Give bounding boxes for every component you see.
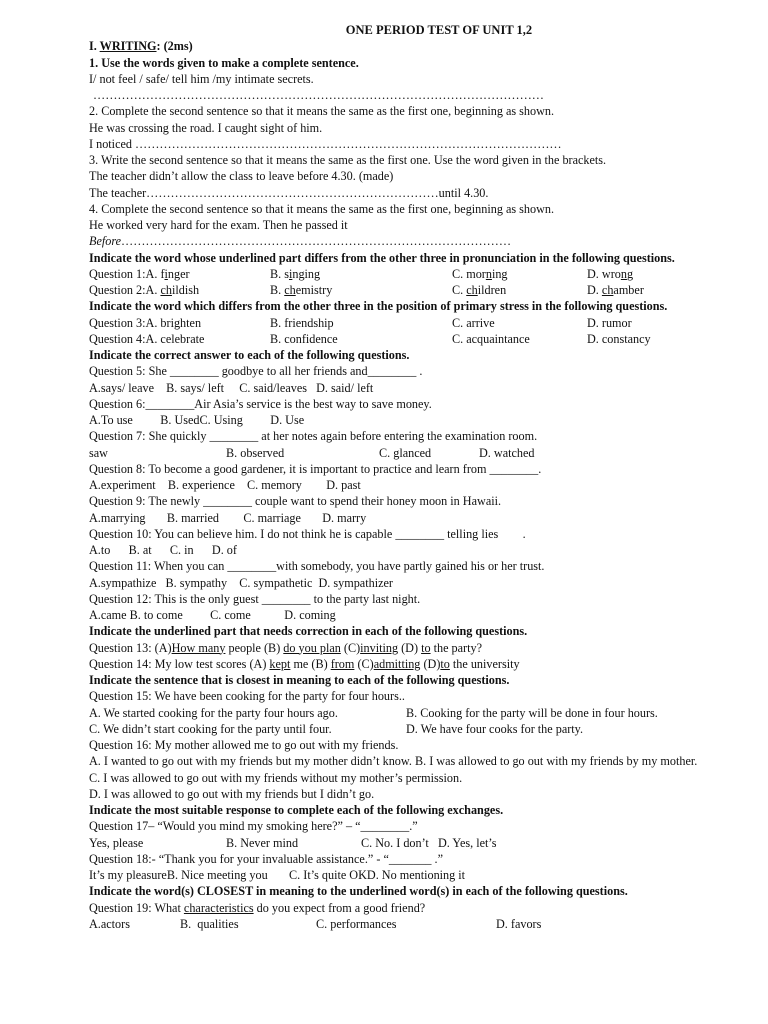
writing-q1-prompt: I/ not feel / safe/ tell him /my intimate secrets.: [89, 71, 314, 86]
writing-q2-prompt: He was crossing the road. I caught sight of him.: [89, 120, 323, 135]
writing-q4-prompt: He worked very hard for the exam. Then he passed it: [89, 218, 348, 232]
question-15-ab: A. We started cooking for the party four hours ago. B. Cooking for the party will be done in four hours.: [89, 705, 658, 720]
question-11-options: A.sympathize B. sympathy C. sympathetic D. sympathizer: [89, 575, 393, 590]
question-9-options: A.marrying B. married C. marriage D. marry: [89, 510, 367, 525]
question-1: Question 1:A. finger B. singing C. morning D. wrong: [89, 266, 634, 281]
question-18-options: It’s my pleasureB. Nice meeting you C. It’s quite OKD. No mentioning it: [89, 868, 466, 882]
question-12: Question 12: This is the only guest ________ to the party last night.: [89, 591, 421, 606]
question-10-options: A.to B. at C. in D. of: [89, 543, 237, 557]
writing-q4-start: Before: [89, 234, 122, 249]
question-7: Question 7: She quickly ________ at her notes again before entering the examination room.: [89, 429, 538, 444]
writing-q3-prompt: The teacher didn’t allow the class to leave before 4.30. (made): [89, 169, 394, 184]
question-2-option-b: B. chemistry: [270, 283, 333, 297]
question-6: Question 6:________Air Asia’s service is the best way to save money.: [89, 396, 432, 411]
question-16-ab: A. I wanted to go out with my friends but my mother didn’t know. B. I was allowed to go out with my friends by my mother.: [89, 754, 698, 769]
question-17-options: Yes, please B. Never mind C. No. I don’t D. Yes, let’s: [89, 835, 497, 850]
question-13: Question 13: (A)How many people (B) do you plan (C)inviting (D) to the party?: [89, 640, 482, 655]
question-8: Question 8: To become a good gardener, it is important to practice and learn from ________.: [89, 461, 542, 476]
grammar-heading: Indicate the correct answer to each of the following questions.: [89, 348, 410, 362]
exchanges-heading: Indicate the most suitable response to complete each of the following exchanges.: [89, 803, 504, 817]
question-5-options: A.says/ leave B. says/ left C. said/leaves D. said/ left: [89, 380, 374, 395]
question-9: Question 9: The newly ________ couple want to spend their honey moon in Hawaii.: [89, 494, 502, 509]
question-16-c: C. I was allowed to go out with my friends without my mother’s permission.: [89, 770, 463, 785]
question-6-options: A.To use B. UsedC. Using D. Use: [89, 413, 305, 427]
question-2-option-d: D. chamber: [587, 283, 644, 297]
writing-q4-title: 4. Complete the second sentence so that it means the same as the first one, beginning as shown.: [89, 201, 555, 216]
question-19: Question 19: What characteristics do you expect from a good friend?: [89, 900, 426, 915]
correction-heading: Indicate the underlined part that needs correction in each of the following questions.: [89, 624, 528, 639]
question-15: Question 15: We have been cooking for the party for four hours..: [89, 689, 405, 704]
question-2-option-c: C. children: [452, 283, 507, 297]
question-16-d: D. I was allowed to go out with my friends but I didn’t go.: [89, 786, 375, 801]
question-17: Question 17– “Would you mind my smoking here?” – “________.”: [89, 819, 418, 834]
writing-q3-answer: The teacher………………………………………………………………until 4.30.: [89, 185, 489, 200]
question-1-option-d: D. wrong: [587, 266, 634, 281]
stress-heading: Indicate the word which differs from the other three in the position of primary stress in the following questions.: [89, 299, 668, 314]
question-15-cd: C. We didn’t start cooking for the party until four. D. We have four cooks for the party.: [89, 721, 584, 736]
section-heading-writing: WRITING: [99, 39, 157, 54]
pronunciation-heading: Indicate the word whose underlined part differs from the other three in pronunciation in the following questions.: [89, 250, 675, 265]
writing-q1-blank: …………………………………………………………………………………………………: [93, 88, 544, 102]
question-3: Question 3:A. brighten B. friendship C. arrive D. rumor: [89, 315, 632, 330]
question-4: Question 4:A. celebrate B. confidence C. acquaintance D. constancy: [89, 331, 651, 346]
test-page: [89, 22, 749, 932]
writing-q4-answer: Before……………………………………………………………………………………: [89, 234, 512, 249]
writing-q1-title: 1. Use the words given to make a complete sentence.: [89, 55, 359, 70]
question-1-option-b: B. singing: [270, 266, 321, 281]
question-11: Question 11: When you can ________with somebody, you have partly gained his or her trust.: [89, 559, 545, 574]
writing-q2-title: 2. Complete the second sentence so that it means the same as the first one, beginning as shown.: [89, 104, 555, 119]
question-8-options: A.experiment B. experience C. memory D. past: [89, 478, 361, 492]
writing-q2-answer: I noticed ……………………………………………………………………………………………: [89, 136, 562, 151]
synonyms-heading: Indicate the word(s) CLOSEST in meaning to the underlined word(s) in each of the following questions.: [89, 884, 628, 899]
question-7-options: saw B. observed C. glanced D. watched: [89, 445, 535, 460]
question-10: Question 10: You can believe him. I do not think he is capable ________ telling lies .: [89, 526, 526, 541]
question-12-options: A.came B. to come C. come D. coming: [89, 608, 336, 622]
question-14: Question 14: My low test scores (A) kept me (B) from (C)admitting (D)to the university: [89, 656, 520, 671]
question-19-options: A.actors B. qualities C. performances D. favors: [89, 916, 542, 931]
question-18: Question 18:- “Thank you for your invaluable assistance.” - “_______ .”: [89, 851, 444, 866]
question-16: Question 16: My mother allowed me to go out with my friends.: [89, 738, 399, 752]
question-2: Question 2:A. childish B. chemistry C. children D. chamber: [89, 283, 644, 297]
question-1-option-c: C. morning: [452, 266, 508, 281]
writing-q3-title: 3. Write the second sentence so that it means the same as the first one. Use the word given in the brackets.: [89, 153, 607, 167]
section-heading: I. WRITING: (2ms): [89, 39, 193, 54]
page-title: ONE PERIOD TEST OF UNIT 1,2: [345, 23, 533, 37]
question-5: Question 5: She ________ goodbye to all her friends and________ .: [89, 364, 423, 379]
meaning-heading: Indicate the sentence that is closest in meaning to each of the following questions.: [89, 673, 510, 687]
